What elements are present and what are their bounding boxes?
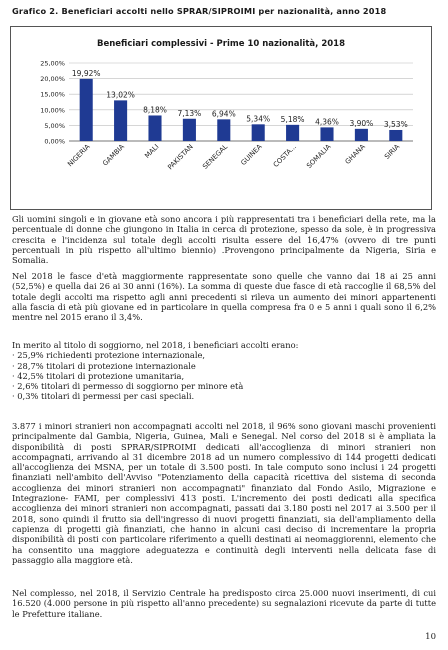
x-tick-label: GHANA	[343, 142, 367, 166]
bar-chart	[10, 26, 432, 210]
paragraph-insertions-text: Nel complesso, nel 2018, il Servizio Centrale ha predisposto circa 25.000 nuovi inserimenti, di cui 16.520 (4.000 persone in più rispetto all'anno precedente) su segnalazioni ricevute da parte di tutte le Prefetture italiane.	[12, 588, 436, 619]
permit-section	[12, 340, 436, 402]
y-tick-label: 15,00%	[40, 90, 65, 99]
bar-value-label: 5,34%	[246, 114, 271, 124]
bar	[355, 129, 368, 141]
page-number: 10	[425, 632, 436, 642]
bar-value-label: 8,18%	[143, 105, 167, 115]
bar	[252, 124, 265, 141]
bar-value-label: 3,53%	[383, 119, 408, 129]
permit-list-item: · 2,6% titolari di permesso di soggiorno per minore età	[12, 381, 244, 392]
x-tick-label: SENEGAL	[201, 142, 230, 171]
bar-value-label: 13,02%	[106, 90, 135, 100]
permit-list-item: · 25,9% richiedenti protezione internazionale,	[12, 350, 206, 361]
bar-value-label: 4,36%	[315, 117, 339, 127]
bar	[148, 115, 161, 141]
paragraph-age	[12, 271, 436, 322]
paragraph-minors-text: 3.877 i minori stranieri non accompagnati accolti nel 2018, il 96% sono giovani maschi provenienti principalmente dal Gambia, Nigeria, Guinea, Mali e Senegal. Nel corso del 2018 si è ampliata la disponibilità di posti SPRAR/SIPROIMI dedicati all'accoglienza di minori stranieri non accompagnati, arrivando al 31 dicembre 2018 ad un numero complessivo di 144 progetti dedicati all'accoglienza dei MSNA, per un totale di 3.500 posti. In tale computo sono inclusi i 24 progetti finanziati nell'ambito dell'Avviso "Potenziamento della capacità ricettiva del sistema di seconda accoglienza dei minori stranieri non accompagnati" finanziato dal Fondo Asilo, Migrazione e Integrazione- FAMI, per complessivi 413 posti. L'incremento dei posti dedicati alla specifica accoglienza dei minori stranieri non accompagnati, passati dai 3.180 posti nel 2017 ai 3.500 per il 2018, sono quindi il frutto sia dell'ingresso di nuovi progetti finanziati, sia dell'ampliamento della capienza di progetti già finanziati, che hanno in alcuni casi deciso di incrementare la propria disponibilità di posti con particolare riferimento a quelli destinati ai neomaggiorenni, elemento che ha consentito una maggiore adeguatezza e continuità degli interventi nella delicata fase di passaggio alla maggiore età.	[12, 421, 436, 565]
bar	[114, 100, 127, 141]
bar-value-label: 19,92%	[71, 68, 101, 78]
bar	[183, 119, 196, 141]
x-tick-label: GUINEA	[239, 142, 264, 167]
paragraph-age-text: Nel 2018 le fasce d'età maggiormente rappresentate sono quelle che vanno dai 18 ai 25 anni (52,5%) e quella dai 26 ai 30 anni (16%). La somma di queste due fasce di età raccoglie il 68,5% del totale degli accolti ma rispetto agli anni precedenti si rileva un aumento dei minori appartenenti alla fascia di età più giovane ed in particolare in quella compresa fra 0 e 5 anni i quali sono il 6,2% mentre nel 2015 erano il 3,4%.	[12, 271, 436, 323]
permit-list-item: · 0,3% titolari di permessi per casi speciali.	[12, 391, 195, 402]
paragraph-women-text: Gli uomini singoli e in giovane età sono ancora i più rappresentati tra i beneficiari della rete, ma la percentuale di donne che giungono in Italia in cerca di protezione, spesso da sole, è in progressiva crescita e l'incidenza sul totale degli accolti risulta essere del 16,47% (ovvero di tre punti percentuali in più rispetto all'ultimo biennio) .Provengono principalmente da Nigeria, Siria e Somalia.	[12, 214, 436, 266]
bar-value-label: 5,18%	[280, 114, 305, 124]
x-tick-label: COSTA...	[271, 142, 299, 169]
permit-list-item: · 42,5% titolari di protezione umanitaria,	[12, 370, 185, 381]
paragraph-insertions	[12, 588, 436, 619]
figure-heading: Grafico 2. Beneficiari accolti nello SPRAR/SIPROIMI per nazionalità, anno 2018	[12, 6, 387, 16]
permit-intro: In merito al titolo di soggiorno, nel 2018, i beneficiari accolti erano:	[12, 340, 299, 350]
x-tick-label: SOMALIA	[305, 142, 333, 171]
x-tick-label: GAMBIA	[101, 142, 127, 168]
y-tick-label: 25,00%	[40, 59, 65, 68]
bar	[389, 130, 402, 141]
permit-list-item: · 28,7% titolari di protezione internazionale	[12, 360, 196, 371]
bar-value-label: 7,13%	[177, 108, 202, 118]
y-tick-label: 20,00%	[40, 75, 65, 84]
bar	[320, 127, 333, 141]
y-tick-label: 5,00%	[44, 121, 65, 130]
y-tick-label: 0,00%	[44, 137, 65, 146]
bar-value-label: 6,94%	[211, 109, 236, 119]
bar-value-label: 3,90%	[349, 118, 374, 128]
chart-title: Beneficiari complessivi - Prime 10 nazionalità, 2018	[97, 39, 345, 49]
bar	[80, 79, 93, 141]
x-tick-label: NIGERIA	[66, 142, 92, 169]
bar	[217, 119, 230, 141]
chart-svg	[11, 27, 431, 209]
bar	[286, 125, 299, 141]
x-tick-label: SIRIA	[383, 142, 402, 161]
y-tick-label: 10,00%	[40, 106, 65, 115]
paragraph-women	[12, 214, 436, 265]
paragraph-minors	[12, 421, 436, 565]
x-tick-label: PAKISTAN	[166, 142, 195, 172]
x-tick-label: MALI	[143, 142, 161, 160]
permit-list	[12, 350, 436, 401]
